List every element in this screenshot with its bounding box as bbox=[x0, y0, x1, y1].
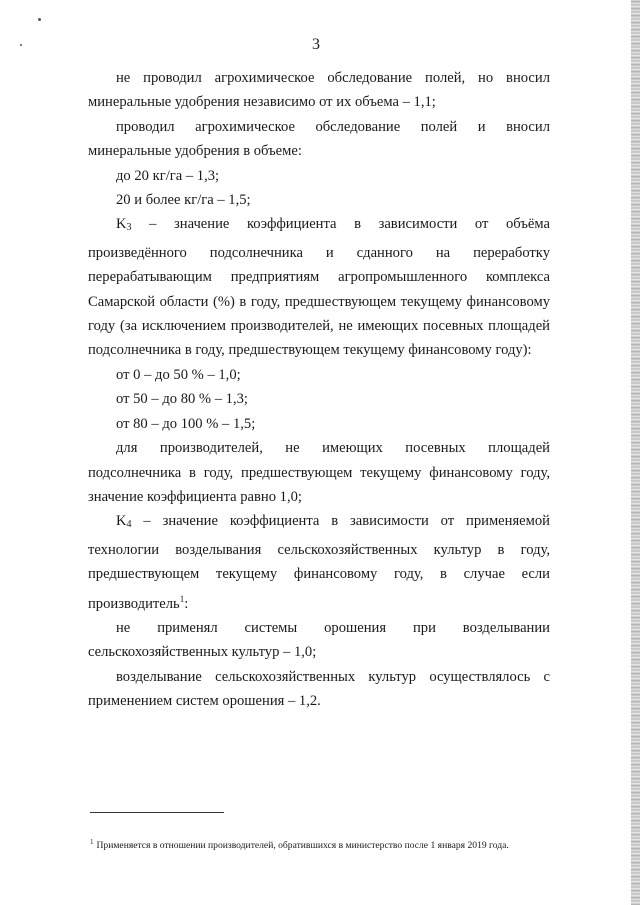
footnote-text: Применяется в отношении производителей, обратившихся в министерство после 1 января 2019 года. bbox=[96, 840, 509, 851]
paragraph: проводил агрохимическое обследование полей и вносил минеральные удобрения в объеме: bbox=[88, 118, 550, 160]
paragraph: от 80 – до 100 % – 1,5; bbox=[116, 415, 256, 432]
paragraph-k3: $K_3$ – значение коэффициента в зависимости от объёма произведённого подсолнечника и сданного на переработку перерабатывающим предприятиям агропромышленного комплекса Самарской области (%) в году, предшествующем текущему финансовому году (за исключением производителей, не имеющих посевных площадей подсолнечника в году, предшествующем текущему финансовому году): bbox=[88, 216, 550, 359]
paragraph: до 20 кг/га – 1,3; bbox=[116, 167, 220, 184]
paragraph: 20 и более кг/га – 1,5; bbox=[116, 192, 251, 209]
footnote-reference: 1 bbox=[179, 593, 185, 604]
footnote-separator bbox=[90, 812, 224, 813]
scan-speck bbox=[20, 44, 22, 46]
paragraph-k4: $K_4$ – значение коэффициента в зависимости от применяемой технологии возделывания сельскохозяйственных культур в году, предшествующем текущему финансовому году, в случае если производитель$^1$: bbox=[88, 513, 550, 612]
paragraph: от 50 – до 80 % – 1,3; bbox=[116, 391, 248, 408]
document-body bbox=[88, 66, 550, 714]
page-number: 3 bbox=[312, 36, 320, 53]
paragraph: от 0 – до 50 % – 1,0; bbox=[116, 366, 241, 383]
paragraph: для производителей, не имеющих посевных площадей подсолнечника в году, предшествующем текущему финансовому году, значение коэффициента равно 1,0; bbox=[88, 440, 550, 505]
scan-speck bbox=[38, 18, 41, 21]
footnote-mark: 1 bbox=[90, 838, 94, 846]
scan-edge-shadow bbox=[631, 0, 640, 905]
paragraph: возделывание сельскохозяйственных культур осуществлялось с применением систем орошения – 1,2. bbox=[88, 668, 550, 710]
paragraph: не проводил агрохимическое обследование полей, но вносил минеральные удобрения независимо от их объема – 1,1; bbox=[88, 70, 550, 111]
footnote bbox=[90, 836, 560, 852]
paragraph: не применял системы орошения при возделывании сельскохозяйственных культур – 1,0; bbox=[88, 619, 550, 661]
